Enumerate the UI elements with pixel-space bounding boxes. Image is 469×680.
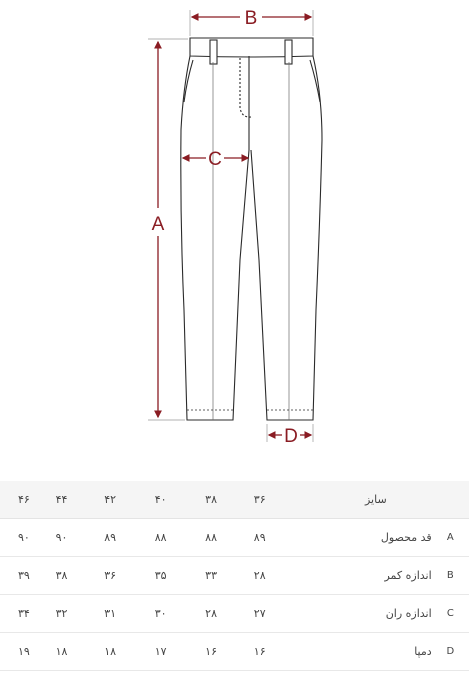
label-c: C — [208, 149, 222, 170]
table-cell: ۳۴ — [0, 595, 56, 633]
table-cell: ۱۹ — [0, 633, 56, 671]
size-header-2: ۳۸ — [205, 481, 254, 519]
length-measure-a — [148, 39, 188, 420]
table-cell: ۲۸ — [254, 557, 303, 595]
table-cell: ۳۱ — [104, 595, 154, 633]
measure-code: B — [432, 557, 469, 595]
measure-name: دمپا — [302, 633, 431, 671]
measure-name: اندازه ران — [302, 595, 431, 633]
table-cell: ۸۸ — [155, 519, 205, 557]
table-row — [0, 633, 469, 671]
table-cell: ۳۲ — [56, 595, 105, 633]
table-row — [0, 595, 469, 633]
measure-code: A — [432, 519, 469, 557]
size-header-3: ۴۰ — [155, 481, 205, 519]
measure-code: D — [432, 633, 469, 671]
size-header-row — [0, 481, 469, 519]
table-cell: ۳۵ — [155, 557, 205, 595]
thigh-measure-c — [183, 149, 248, 170]
table-row — [0, 519, 469, 557]
size-table — [0, 481, 469, 671]
label-d: D — [284, 426, 298, 447]
label-b: B — [244, 8, 258, 29]
table-cell: ۳۸ — [56, 557, 105, 595]
size-header-6: ۴۶ — [0, 481, 56, 519]
measure-code: C — [432, 595, 469, 633]
measure-name: اندازه کمر — [302, 557, 431, 595]
table-cell: ۳۳ — [205, 557, 254, 595]
table-cell: ۳۰ — [155, 595, 205, 633]
table-cell: ۹۰ — [0, 519, 56, 557]
size-header-label: سایز — [302, 481, 431, 519]
table-cell: ۲۸ — [205, 595, 254, 633]
table-cell: ۸۹ — [104, 519, 154, 557]
table-cell: ۲۷ — [254, 595, 303, 633]
size-header-4: ۴۲ — [104, 481, 154, 519]
table-cell: ۱۸ — [56, 633, 105, 671]
size-header-5: ۴۴ — [56, 481, 105, 519]
table-cell: ۸۹ — [254, 519, 303, 557]
measure-name: قد محصول — [302, 519, 431, 557]
table-cell: ۳۹ — [0, 557, 56, 595]
table-row — [0, 557, 469, 595]
table-cell: ۳۶ — [104, 557, 154, 595]
waist-measure-b — [190, 8, 313, 36]
table-cell: ۱۶ — [254, 633, 303, 671]
table-cell: ۱۷ — [155, 633, 205, 671]
size-header-1: ۳۶ — [254, 481, 303, 519]
table-cell: ۱۸ — [104, 633, 154, 671]
pants-outline — [181, 38, 322, 420]
table-cell: ۹۰ — [56, 519, 105, 557]
label-a: A — [151, 214, 165, 235]
table-cell: ۱۶ — [205, 633, 254, 671]
hem-measure-d — [267, 424, 313, 447]
table-cell: ۸۸ — [205, 519, 254, 557]
